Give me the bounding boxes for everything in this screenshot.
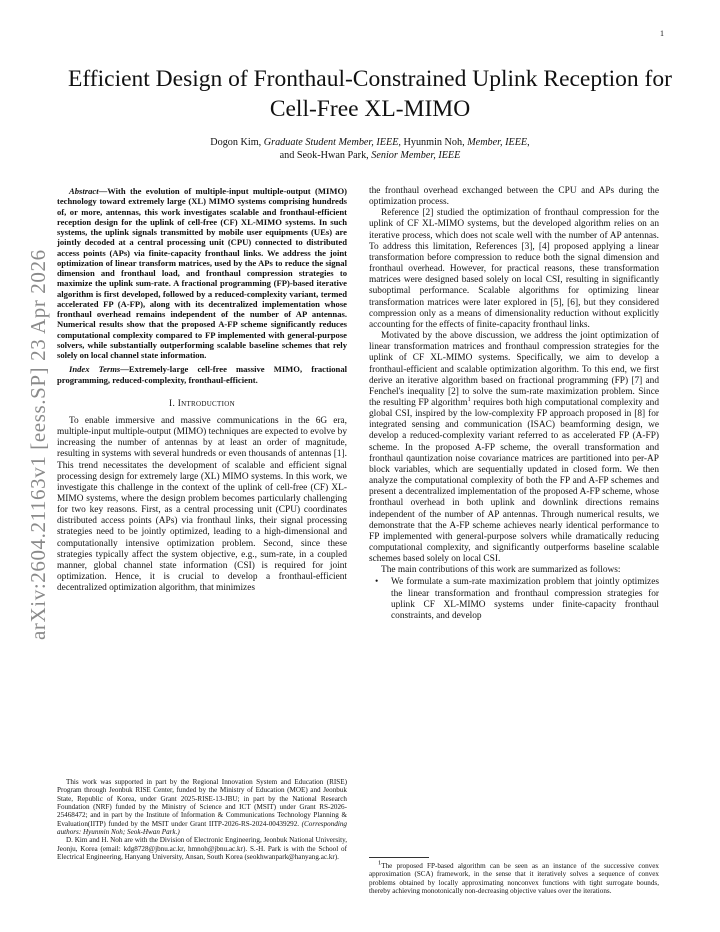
intro-paragraph: To enable immersive and massive communications in the 6G era, multiple-input multiple-output (MIMO) techniques are expected to evolve by increasing the number of antennas by at least an order of magnitude, resulting in systems with several hundreds or even thousands of antennas [1]. This trend necessitates the development of scalable and efficient signal processing design for extremely large (XL) MIMO systems. In this work, we investigate this challenge in the context of the uplink of cell-free (CF) XL-MIMO systems, where the design problem becomes particularly challenging for two key reasons. First, as a central processing unit (CPU) coordinates distributed access points (APs) via fronthaul links, their signal processing strategies need to be jointly optimized, leading to a high-dimensional and computationally intensive optimization problem. Second, since these strategies typically affect the system objective, e.g., sum-rate, in a coupled manner, global channel state information (CSI) is required for joint optimization. Hence, it is crucial to develop a fronthaul-efficient decentralized optimization algorithm, that minimizes bbox=[57, 415, 347, 594]
paragraph bbox=[369, 331, 659, 565]
footnote-rule bbox=[369, 857, 429, 858]
list-item: • We formulate a sum-rate maximization problem that jointly optimizes the linear transformation and fronthaul compression strategies for uplink CF XL-MIMO systems under finite-capacity fronthaul constraints, and develop bbox=[369, 577, 659, 622]
footnote-text: The proposed FP-based algorithm can be seen as an instance of the successive convex approximation (SCA) framework, in the sense that it iteratively solves a sequence of convex problems obtained by locally approximating nonconvex functions with tight surrogate bounds, thereby achieving monotonically non-decreasing objective values over the iterations. bbox=[369, 862, 659, 896]
index-terms bbox=[57, 364, 347, 385]
index-terms-label: Index Terms bbox=[69, 364, 121, 375]
index-terms-text: —Extremely-large cell-free massive MIMO, fractional programming, reduced-complexity, fronthaul-efficient. bbox=[57, 364, 348, 385]
authors-line-2: and Seok-Hwan Park, Senior Member, IEEE bbox=[279, 150, 461, 161]
footnote-1 bbox=[369, 859, 659, 896]
abstract-label: Abstract bbox=[69, 186, 99, 196]
paragraph: The main contributions of this work are summarized as follows: bbox=[381, 565, 621, 576]
abstract-text: —With the evolution of multiple-input multiple-output (MIMO) technology toward extremely large (XL) MIMO systems comprising hundreds of, or more, antennas, this work investigates scalable and fronthaul-efficient reception design for the uplink of cell-free (CF) XL-MIMO systems. In such systems, the uplink signals transmitted by mobile user equipments (UEs) are jointly decoded at a central processing unit (CPU) connected to distributed access points (APs) via finite-capacity fronthaul links. We address the joint optimization of linear transform matrices, used by the APs to reduce the signal dimension and fronthaul load, and fronthaul compression strategies to maximize the uplink sum-rate. A fractional programming (FP)-based iterative algorithm is first developed, followed by a reduced-complexity variant, termed accelerated FP (A-FP), along with its decentralized implementation whose fronthaul overhead remains independent of the number of AP antennas. Numerical results show that the proposed A-FP scheme significantly reduces computational complexity compared to FP implemented with general-purpose solvers, while substantially outperforming scalable baseline schemes that rely solely on local channel state information. bbox=[57, 186, 347, 360]
paragraph: the fronthaul overhead exchanged between the CPU and APs during the optimization process. bbox=[369, 186, 659, 208]
funding-footnote bbox=[57, 778, 347, 861]
arxiv-identifier-watermark[interactable]: arXiv:2604.21163v1 [eess.SP] 23 Apr 2026 bbox=[26, 249, 50, 640]
paragraph-text: requires both high computational complexity and global CSI, inspired by the low-complexity FP approach proposed in [8] for integrated sensing and communication (ISAC) beamforming design, we develop a reduced-complexity variant referred to as accelerated FP (A-FP) scheme. In the proposed A-FP scheme, the overall transformation and fronthaul qauntization noise covariance matrices are partitioned into per-AP block variables, which are sequentially updated in closed form. We then analyze the computational complexity of both the FP and A-FP schemes and present a decentralized implementation of the proposed A-FP scheme, whose fronthaul overhead in both uplink and downlink directions remains independent of the number of AP antennas. Through numerical results, we demonstrate that the A-FP scheme achieves nearly identical performance to FP implemented with general-purpose solvers while dramatically reducing computational complexity, and significantly outperforms baseline scalable schemes based solely on local CSI. bbox=[369, 397, 659, 565]
corresponding-authors: (Corresponding authors: Hyunmin Noh; Seok-Hwan Park.) bbox=[57, 819, 347, 837]
paragraph: Reference [2] studied the optimization of fronthaul compression for the uplink of CF XL-MIMO systems, but the developed algorithm relies on an iterative process, which does not scale well with the number of AP antennas. To address this limitation, References [3], [4] proposed applying a linear transformation before compression to reduce both the signal dimension and fronthaul overhead. However, for practical reasons, these transformation matrices were designed based solely on local CSI, resulting in significantly suboptimal performance. Scalable algorithms for optimizing linear transformation matrices were later explored in [5], [6], but they considered compression only as a means of dimensionality reduction without explicitly accounting for the effects of finite-capacity fronthaul links. bbox=[369, 208, 659, 330]
left-column bbox=[57, 186, 347, 594]
page-number: 1 bbox=[660, 29, 664, 38]
paper-title: Efficient Design of Fronthaul-Constrained Uplink Reception for Cell-Free XL-MIMO bbox=[68, 66, 672, 122]
abstract bbox=[57, 186, 347, 360]
footnote-mark: 1 bbox=[378, 859, 382, 867]
affiliation-text: D. Kim and H. Noh are with the Division of Electronic Engineering, Jeonbuk National University, Jeonju, Korea (email: kdg8728@jbnu.ac.kr, hmnoh@jbnu.ac.kr). S.-H. Park is with the School of Electrical Engineering, Hanyang University, Ansan, South Korea (seokhwanpark@hanyang.ac.kr). bbox=[57, 836, 347, 862]
funding-text: This work was supported in part by the Regional Innovation System and Education (RISE) Program through Jeonbuk RISE Center, funded by the Ministry of Education (MOE) and Jeonbuk State, Republic of Korea, under Grant 2025-RISE-13-JBU; in part by the National Research Foundation (NRF) funded by the Ministry of Science and ICT (MSIT) under Grant RS-2026-25468472; and in part by the Institute of Information & Communications Technology Planning & Evaluation(IITP) funded by the MSIT under Grant IITP-2026-RS-2024-00439292. bbox=[57, 778, 347, 828]
author-list bbox=[60, 136, 680, 162]
contributions-list bbox=[369, 577, 659, 622]
section-heading-introduction: I. Introduction bbox=[169, 398, 235, 409]
paragraph-text: Motivated by the above discussion, we address the joint optimization of linear transformation matrices and fronthaul compression strategies for the uplink of CF XL-MIMO systems. Specifically, we aim to develop a fronthaul-efficient and scalable optimization algorithm. To this end, we first derive an iterative algorithm based on fractional programming (FP) [7] and Fenchel's inequality [2] to solve the sum-rate maximization problem. Since the resulting FP algorithm bbox=[369, 331, 659, 408]
right-column bbox=[369, 186, 659, 622]
authors-line-1: Dogon Kim, Graduate Student Member, IEEE, Hyunmin Noh, Member, IEEE, bbox=[210, 137, 530, 148]
footnote-marker[interactable]: 1 bbox=[467, 395, 471, 403]
